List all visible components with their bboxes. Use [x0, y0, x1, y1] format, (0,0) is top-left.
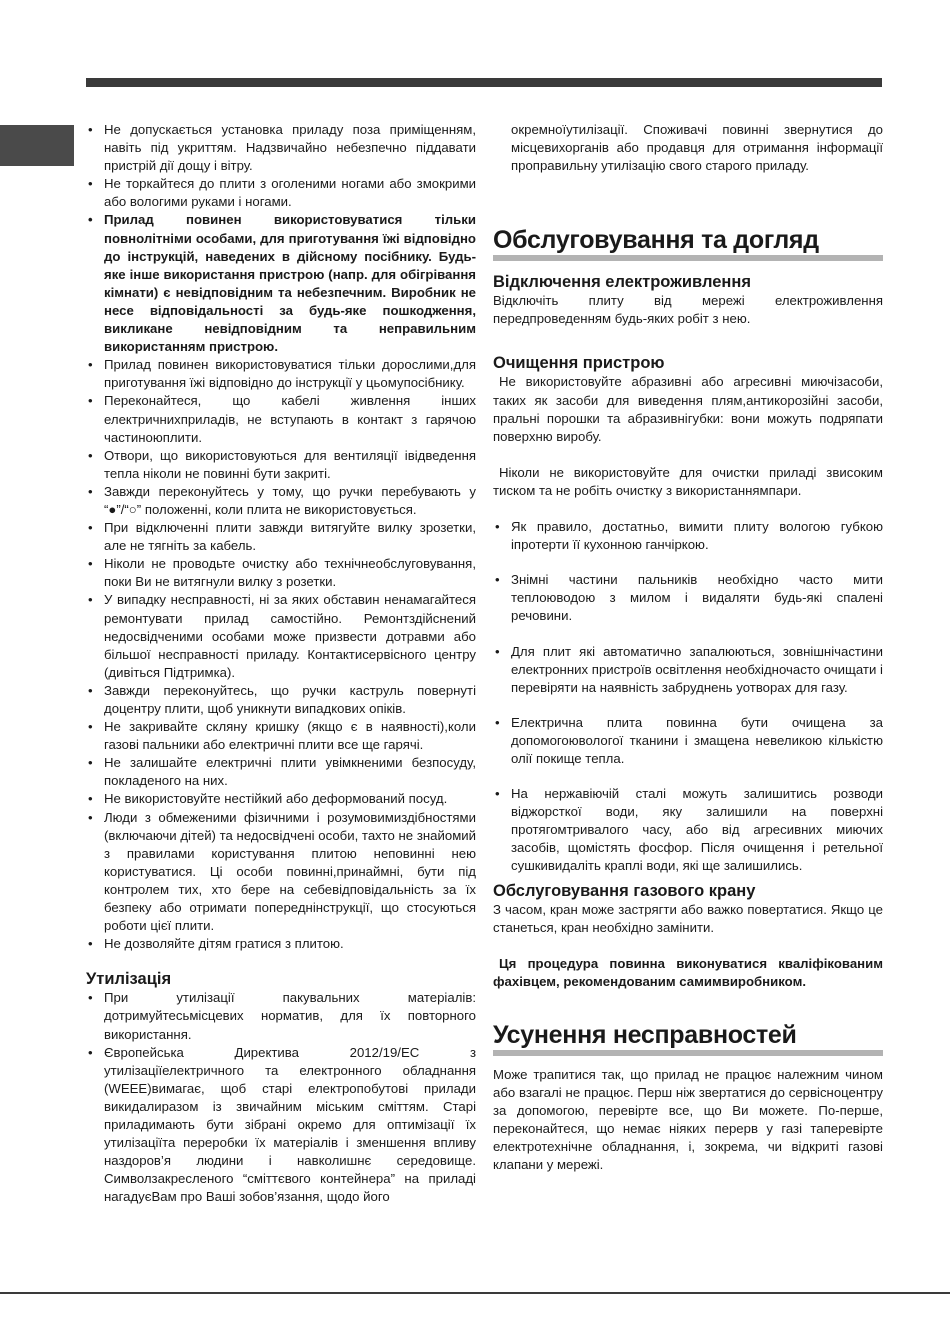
disposal-list — [86, 989, 476, 1206]
cleaning-item: • Для плит які автоматично запалюються, зовнішнічастини електронних пристроїв освітлення необхідночасто очищати і перевіряти на наявність забруднень уотворах для газу. — [493, 643, 883, 697]
disposal-continuation: окремноїутилізації. Споживачі повинні звернутися до місцевихорганів або продавця для отримання інформації проправильну утилізацію свого старого приладу. — [511, 122, 883, 174]
gas-tap-text: З часом, кран може застрягти або важко повертатися. Якщо це станеться, кран необхідно замінити. — [493, 901, 883, 935]
safety-item: • Завжди переконуйтесь у тому, що ручки перебувають у “●”/“○” положенні, коли плита не використовується. — [86, 483, 476, 519]
safety-item: • Не торкайтеся до плити з оголеними ногами або змокрими або вологими руками і ногами. — [86, 175, 476, 211]
safety-item: • Отвори, що використовуються для вентиляції івідведення тепла ніколи не повинні бути закриті. — [86, 447, 476, 483]
safety-item: • Не залишайте електричні плити увімкненими безпосуду, покладеного на них. — [86, 754, 476, 790]
cleaning-paragraph-2: Ніколи не використовуйте для очистки приладі звисоким тиском та не робіть очистку з використаннямпари. — [493, 464, 883, 498]
safety-item: • Завжди переконуйтесь, що ручки каструль повернуті доцентру плити, щоб уникнути випадкових опіків. — [86, 682, 476, 718]
gas-tap-note: Ця процедура повинна виконуватися кваліфікованим фахівцем, рекомендованим самимвиробником. — [493, 955, 883, 989]
safety-item: • Не закривайте скляну кришку (якщо є в наявності),коли газові пальники або електричні плити все ще гарячі. — [86, 718, 476, 754]
right-column — [493, 121, 883, 1174]
safety-item: • При відключенні плити завжди витягуйте вилку зрозетки, але не тягніть за кабель. — [86, 519, 476, 555]
gas-tap-heading: Обслуговування газового крану — [493, 881, 756, 900]
safety-item-warning: • Прилад повинен використовуватися тільки повнолітніми особами, для приготування їжі відповідно до інструкцій, наведених в дійсному посібнику. Будь-яке інше використання пристрою (напр. для обігрівання кімнати) є невідповідним та небезпечним. Виробник не несе відповідальності за будь-яке пошкодження, викликане невідповідним та неправильним використанням пристрою. — [86, 211, 476, 356]
top-header-bar — [86, 78, 882, 87]
safety-list — [86, 121, 476, 953]
power-heading: Відключення електроживлення — [493, 273, 751, 292]
power-text: Відключіть плиту від мережі електроживлення передпроведенням будь-яких робіт з нею. — [493, 293, 883, 327]
safety-item: • Ніколи не проводьте очистку або технічнеобслуговування, поки Ви не витягнули вилку з розетки. — [86, 555, 476, 591]
safety-item: • Не дозволяйте дітям гратися з плитою. — [86, 935, 476, 953]
cleaning-heading: Очищення пристрою — [493, 354, 665, 373]
cleaning-item: • Як правило, достатньо, вимити плиту вологою губкою іпротерти її кухонною ганчіркою. — [493, 518, 883, 554]
left-column — [86, 121, 476, 1206]
disposal-item: • Європейська Директива 2012/19/EC з утилізаціїелектричного та електронного обладнання (WEEE)вимагає, щоб старі електропобутові прилади викидалиразом із звичайним міським сміттям. Старі приладимають бути зібрані окремо для оптимізації їх утилізаціїта переробки їх матеріалів і зменшення впливу наздоров’я людини і навколишнє середовище. Символзакресленого “сміттєвого контейнера” на приладі нагадуєВам про Ваші зобов’язання, щодо його — [86, 1044, 476, 1207]
maintenance-heading: Обслуговування та догляд — [493, 226, 883, 261]
safety-item: • Не використовуйте нестійкий або деформований посуд. — [86, 790, 476, 808]
safety-item: • Переконайтеся, що кабелі живлення інших електричнихприладів, не вступають в контакт з гарячою частиноюплити. — [86, 392, 476, 446]
language-tab-marker — [0, 125, 74, 166]
troubleshooting-heading: Усунення несправностей — [493, 1021, 883, 1056]
cleaning-item: • На нержавіючій сталі можуть залишитись розводи віджорсткої води, яку залишили на поверхні протягомтривалого часу, або від агресивних миючих засобів, щомістять фосфор. Після очищення і ретельної сушкивидаліть краплі води, які ще залишились. — [493, 785, 883, 875]
safety-item: • Люди з обмеженими фізичними і розумовимиздібностями (включаючи дітей) та недосвідчені особи, тахто не знайомий з правилами користування плитою неповинні нею користуватися. Ці особи повинні,принаймні, бути під контролем тих, хто бере на себевідповідальність за їх безпеку або отримати попереднінструкції, що стосуються роботи цієї плити. — [86, 809, 476, 936]
cleaning-item: • Знімні частини пальників необхідно часто мити теплоюводою з милом і видаляти будь-які спалені речовини. — [493, 571, 883, 625]
disposal-item: • При утилізації пакувальних матеріалів: дотримуйтесьмісцевих норматив, для їх повторного використання. — [86, 989, 476, 1043]
bottom-rule — [0, 1292, 950, 1294]
cleaning-list — [493, 518, 883, 876]
cleaning-item: • Електрична плита повинна бути очищена за допомогоювологої тканини і змащена невеликою кількістю олії покище тепла. — [493, 714, 883, 768]
safety-item: • У випадку несправності, ні за яких обставин ненамагайтеся ремонтувати прилад самостійно. Ремонтздійснений недосвідченими особами може призвести дотравми або більшої несправності приладу. Контактисервісного центру (дивіться Підтримка). — [86, 591, 476, 681]
cleaning-paragraph-1: Не використовуйте абразивні або агресивні миючізасоби, таких як засоби для виведення плям,антикорозійні засоби, пральні порошки та абразивнігубки: вони можуть подряпати поверхню виробу. — [493, 374, 883, 444]
safety-item: • Не допускається установка приладу поза приміщенням, навіть під укриттям. Надзвичайно небезпечно піддавати пристрій дії дощу і вітру. — [86, 121, 476, 175]
disposal-heading: Утилізація — [86, 970, 172, 989]
safety-item: • Прилад повинен використовуватися тільки дорослими,для приготування їжі відповідно до інструкції у цьомупосібнику. — [86, 356, 476, 392]
troubleshooting-text: Може трапитися так, що прилад не працює належним чином або взагалі не працює. Перш ніж звертатися до сервісноцентру за допомогою, перевірте все, що Ви можете. По-перше, переконайтеся, що немає ніяких перерв у газі таперевірте електротехнічне обладнання, і, зокрема, чи відкриті газові клапани у мережі. — [493, 1066, 883, 1173]
